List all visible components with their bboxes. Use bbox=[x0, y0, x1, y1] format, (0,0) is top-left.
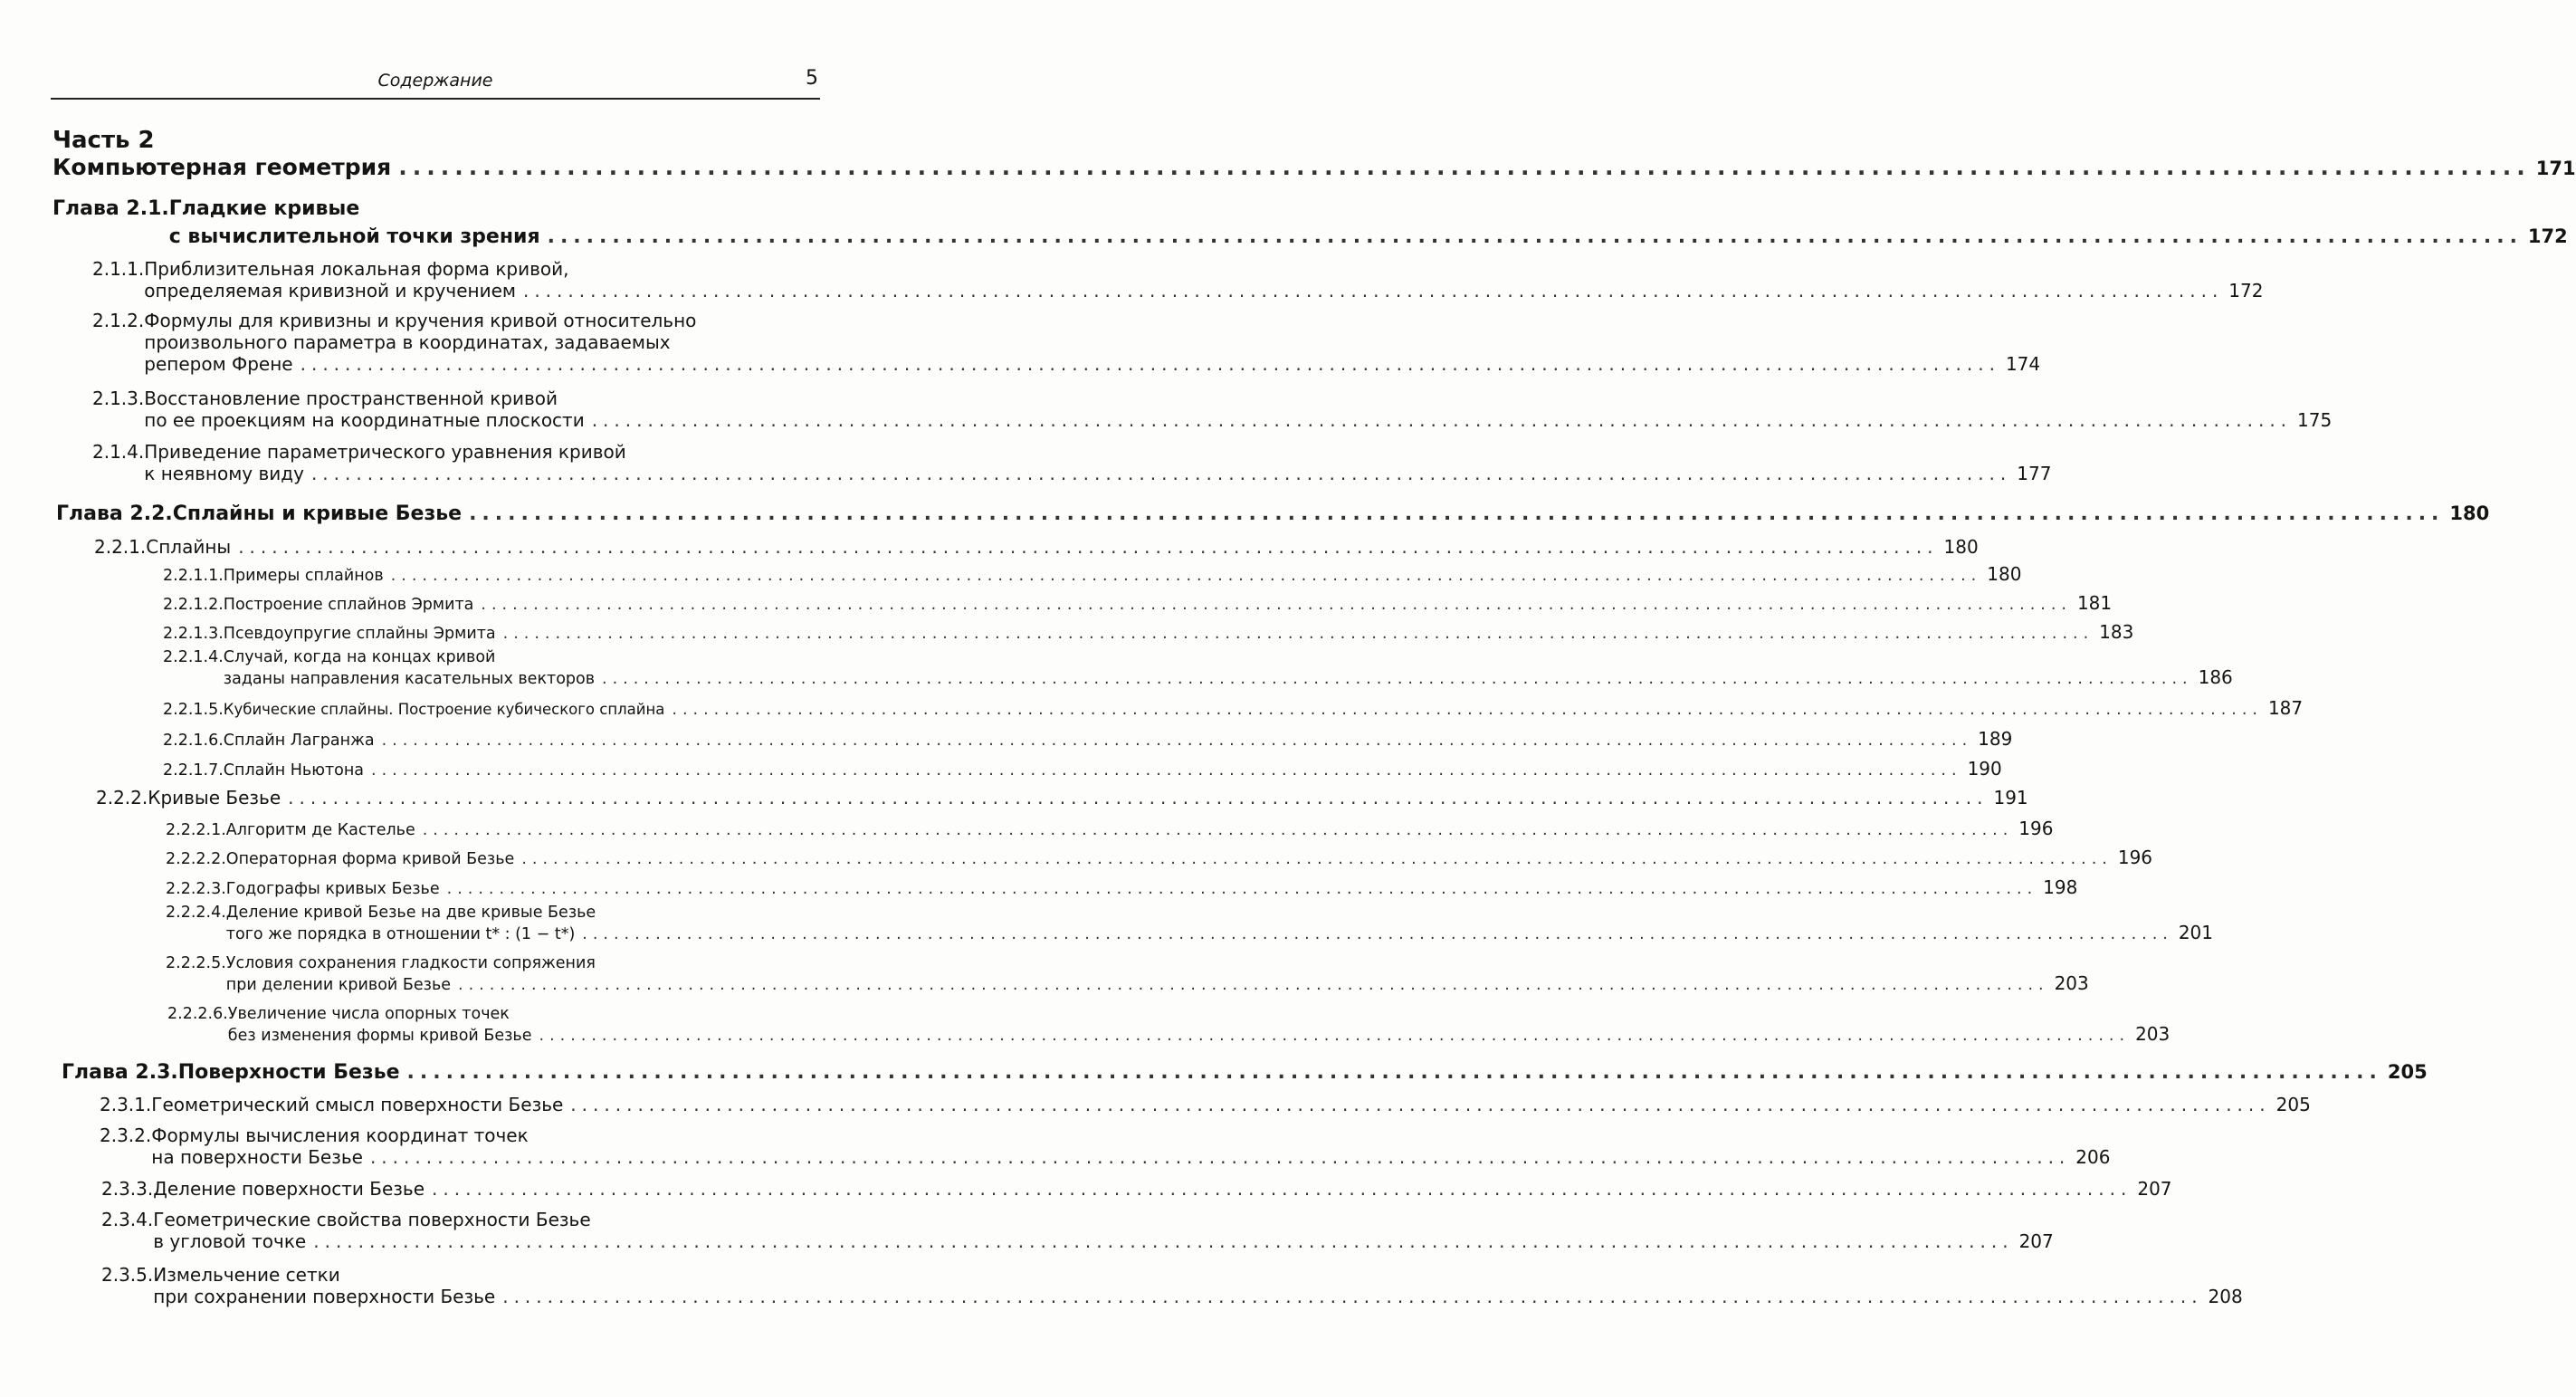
toc-entry-subsection[interactable] bbox=[163, 563, 2022, 585]
section-title-line: определяемая кривизной и кручением bbox=[144, 280, 516, 301]
toc-entry-chapter-2-2[interactable] bbox=[56, 502, 2490, 525]
dot-leader bbox=[391, 567, 1982, 585]
dot-leader bbox=[481, 596, 2072, 614]
dot-leader bbox=[503, 625, 2094, 643]
subsection-number: 2.2.1.7. bbox=[163, 761, 224, 780]
running-title: Содержание bbox=[377, 71, 493, 91]
toc-entry-section[interactable] bbox=[92, 258, 2264, 301]
dot-leader bbox=[371, 761, 1962, 780]
section-title: Деление поверхности Безье bbox=[153, 1178, 425, 1200]
dot-leader bbox=[502, 1286, 2202, 1307]
toc-entry-chapter-2-1[interactable] bbox=[52, 197, 2568, 248]
section-title: Сплайны bbox=[146, 536, 232, 558]
toc-entry-chapter-2-3[interactable] bbox=[62, 1061, 2428, 1084]
section-number: 2.3.3. bbox=[101, 1178, 154, 1200]
section-title-line: произвольного параметра в координатах, задаваемых bbox=[144, 331, 671, 353]
subsection-number: 2.2.2.5. bbox=[166, 954, 226, 972]
toc-entry-subsection[interactable] bbox=[163, 621, 2134, 643]
dot-leader bbox=[288, 787, 1988, 809]
subsection-number: 2.2.1.4. bbox=[163, 648, 224, 666]
subsection-title-line: заданы направления касательных векторов bbox=[223, 670, 596, 688]
section-number: 2.3.4. bbox=[101, 1209, 154, 1230]
page-ref: 190 bbox=[1967, 758, 2002, 780]
subsection-number: 2.2.1.2. bbox=[163, 596, 224, 614]
section-number: 2.3.2. bbox=[100, 1124, 152, 1146]
dot-leader bbox=[672, 701, 2263, 719]
part-label: Часть 2 bbox=[52, 127, 155, 154]
dot-leader bbox=[370, 1146, 2070, 1168]
page-ref: 183 bbox=[2099, 621, 2134, 643]
toc-entry-section[interactable] bbox=[101, 1209, 2054, 1252]
toc-entry-subsection[interactable] bbox=[167, 1005, 2171, 1045]
section-title-line: Приблизительная локальная форма кривой, bbox=[144, 258, 569, 280]
page-ref: 203 bbox=[2054, 972, 2089, 994]
chapter-title-line: Гладкие кривые bbox=[168, 197, 360, 220]
section-title-line: Восстановление пространственной кривой bbox=[144, 388, 558, 409]
chapter-title: Сплайны и кривые Безье bbox=[172, 502, 463, 525]
page-ref: 208 bbox=[2208, 1286, 2243, 1307]
toc-entry-subsection[interactable] bbox=[166, 876, 2078, 898]
section-number: 2.2.2. bbox=[96, 787, 148, 809]
page-header bbox=[51, 65, 820, 100]
toc-entry-section[interactable] bbox=[92, 441, 2052, 484]
page-ref: 191 bbox=[1993, 787, 2028, 809]
subsection-number: 2.2.1.5. bbox=[163, 701, 224, 719]
section-title-line: Геометрические свойства поверхности Безье bbox=[153, 1209, 591, 1230]
dot-leader bbox=[582, 925, 2173, 943]
subsection-title: Сплайн Ньютона bbox=[223, 761, 365, 780]
page-ref: 196 bbox=[2117, 847, 2153, 868]
page-ref: 175 bbox=[2297, 409, 2333, 431]
subsection-title: Примеры сплайнов bbox=[223, 567, 384, 585]
section-title-line: в угловой точке bbox=[153, 1230, 307, 1252]
page-ref: 207 bbox=[2018, 1230, 2054, 1252]
dot-leader bbox=[592, 409, 2292, 431]
dot-leader bbox=[313, 1230, 2013, 1252]
section-number: 2.2.1. bbox=[94, 536, 147, 558]
page-ref: 206 bbox=[2075, 1146, 2111, 1168]
subsection-title-line: Деление кривой Безье на две кривые Безье bbox=[225, 904, 596, 922]
toc-entry-subsection[interactable] bbox=[166, 904, 2214, 943]
subsection-title-line: Условия сохранения гладкости сопряжения bbox=[225, 954, 596, 972]
section-title-line: при сохранении поверхности Безье bbox=[153, 1286, 496, 1307]
subsection-number: 2.2.2.4. bbox=[166, 904, 226, 922]
chapter-title-line: с вычислительной точки зрения bbox=[168, 225, 540, 248]
dot-leader bbox=[602, 670, 2193, 688]
subsection-title-line: Увеличение числа опорных точек bbox=[227, 1005, 510, 1023]
subsection-title: Алгоритм де Кастелье bbox=[225, 821, 415, 839]
chapter-label: Глава 2.3. bbox=[62, 1061, 178, 1084]
subsection-title: Построение сплайнов Эрмита bbox=[223, 596, 474, 614]
dot-leader bbox=[238, 536, 1938, 558]
dot-leader bbox=[447, 880, 2038, 898]
section-number: 2.1.4. bbox=[92, 441, 145, 463]
toc-entry-subsection[interactable] bbox=[163, 728, 2013, 750]
subsection-number: 2.2.1.3. bbox=[163, 625, 224, 643]
page-ref: 171 bbox=[2535, 158, 2576, 179]
subsection-title: Кубические сплайны. Построение кубического сплайна bbox=[223, 701, 665, 718]
subsection-title: Годографы кривых Безье bbox=[225, 880, 440, 898]
dot-leader bbox=[382, 732, 1973, 750]
subsection-title-line: того же порядка в отношении t* : (1 − t*) bbox=[225, 925, 576, 943]
dot-leader bbox=[432, 1178, 2132, 1200]
page-ref: 201 bbox=[2178, 922, 2214, 943]
dot-leader bbox=[548, 225, 2523, 248]
toc-entry-subsection[interactable] bbox=[163, 648, 2233, 688]
section-title-line: по ее проекциям на координатные плоскости bbox=[144, 409, 585, 431]
section-title: Кривые Безье bbox=[148, 787, 281, 809]
page-ref: 186 bbox=[2198, 666, 2233, 688]
page-ref: 172 bbox=[2228, 280, 2264, 301]
page-ref: 189 bbox=[1978, 728, 2013, 750]
toc-entry-subsection[interactable] bbox=[166, 954, 2089, 994]
page-ref: 174 bbox=[2005, 353, 2041, 375]
dot-leader bbox=[469, 502, 2444, 525]
toc-entry-section[interactable] bbox=[101, 1264, 2243, 1307]
chapter-label: Глава 2.2. bbox=[56, 502, 173, 525]
subsection-number: 2.2.2.6. bbox=[167, 1005, 228, 1023]
section-title-line: Формулы для кривизны и кручения кривой относительно bbox=[144, 310, 697, 331]
section-number: 2.3.5. bbox=[101, 1264, 154, 1286]
page-ref: 198 bbox=[2043, 876, 2078, 898]
section-title-line: репером Френе bbox=[144, 353, 293, 375]
section-number: 2.3.1. bbox=[100, 1094, 152, 1115]
page-ref: 177 bbox=[2017, 463, 2052, 484]
subsection-number: 2.2.1.6. bbox=[163, 732, 224, 750]
subsection-number: 2.2.2.2. bbox=[166, 850, 226, 868]
subsection-title-line: без изменения формы кривой Безье bbox=[227, 1027, 532, 1045]
toc-entry-section[interactable] bbox=[96, 787, 2028, 809]
page-ref: 203 bbox=[2135, 1023, 2171, 1045]
chapter-title: Поверхности Безье bbox=[177, 1061, 400, 1084]
subsection-title: Операторная форма кривой Безье bbox=[225, 850, 515, 868]
page-ref: 181 bbox=[2076, 592, 2113, 614]
page-ref: 205 bbox=[2387, 1061, 2428, 1083]
section-number: 2.1.3. bbox=[92, 388, 145, 409]
dot-leader bbox=[458, 976, 2049, 994]
dot-leader bbox=[539, 1027, 2131, 1045]
dot-leader bbox=[523, 280, 2223, 301]
subsection-title: Сплайн Лагранжа bbox=[223, 732, 375, 750]
page-ref: 205 bbox=[2275, 1094, 2311, 1115]
section-title-line: Формулы вычисления координат точек bbox=[151, 1124, 529, 1146]
subsection-title-line: при делении кривой Безье bbox=[225, 976, 452, 994]
page-ref: 180 bbox=[1943, 536, 1979, 558]
toc-entry-subsection[interactable] bbox=[166, 818, 2054, 839]
dot-leader bbox=[301, 353, 2000, 375]
page-ref: 187 bbox=[2267, 697, 2304, 719]
section-number: 2.1.1. bbox=[92, 258, 145, 280]
dot-leader bbox=[311, 463, 2011, 484]
dot-leader bbox=[423, 821, 2014, 839]
part-title: Компьютерная геометрия bbox=[52, 154, 392, 180]
page-number: 5 bbox=[806, 67, 818, 90]
page-ref: 196 bbox=[2018, 818, 2054, 839]
toc-entry-section[interactable] bbox=[100, 1124, 2111, 1168]
toc-entry-section[interactable] bbox=[100, 1094, 2311, 1115]
subsection-number: 2.2.2.1. bbox=[166, 821, 226, 839]
section-title-line: Измельчение сетки bbox=[153, 1264, 340, 1286]
subsection-title-line: Случай, когда на концах кривой bbox=[223, 648, 496, 666]
toc-entry-subsection[interactable] bbox=[166, 847, 2153, 868]
toc-entry-section[interactable] bbox=[94, 536, 1979, 558]
subsection-number: 2.2.1.1. bbox=[163, 567, 224, 585]
section-title-line: на поверхности Безье bbox=[151, 1146, 363, 1168]
toc-entry-subsection[interactable] bbox=[163, 758, 2002, 780]
page-ref: 207 bbox=[2137, 1178, 2172, 1200]
dot-leader bbox=[521, 850, 2113, 868]
chapter-label: Глава 2.1. bbox=[52, 197, 169, 220]
section-title-line: к неявному виду bbox=[144, 463, 304, 484]
toc-entry-subsection[interactable] bbox=[163, 697, 2304, 719]
section-title: Геометрический смысл поверхности Безье bbox=[151, 1094, 564, 1115]
section-title-line: Приведение параметрического уравнения кривой bbox=[144, 441, 626, 463]
subsection-number: 2.2.2.3. bbox=[166, 880, 226, 898]
dot-leader bbox=[398, 154, 2531, 180]
dot-leader bbox=[407, 1061, 2382, 1084]
page-ref: 172 bbox=[2527, 225, 2568, 247]
dot-leader bbox=[570, 1094, 2270, 1115]
toc-entry-section[interactable] bbox=[92, 388, 2333, 431]
toc-entry-section[interactable] bbox=[92, 310, 2041, 375]
page-ref: 180 bbox=[1987, 563, 2022, 585]
toc-entry-subsection[interactable] bbox=[163, 592, 2113, 614]
toc-entry-section[interactable] bbox=[101, 1178, 2172, 1200]
subsection-title: Псевдоупругие сплайны Эрмита bbox=[223, 625, 496, 643]
toc-entry-part[interactable] bbox=[52, 154, 2576, 180]
page-ref: 180 bbox=[2449, 502, 2490, 524]
section-number: 2.1.2. bbox=[92, 310, 145, 331]
